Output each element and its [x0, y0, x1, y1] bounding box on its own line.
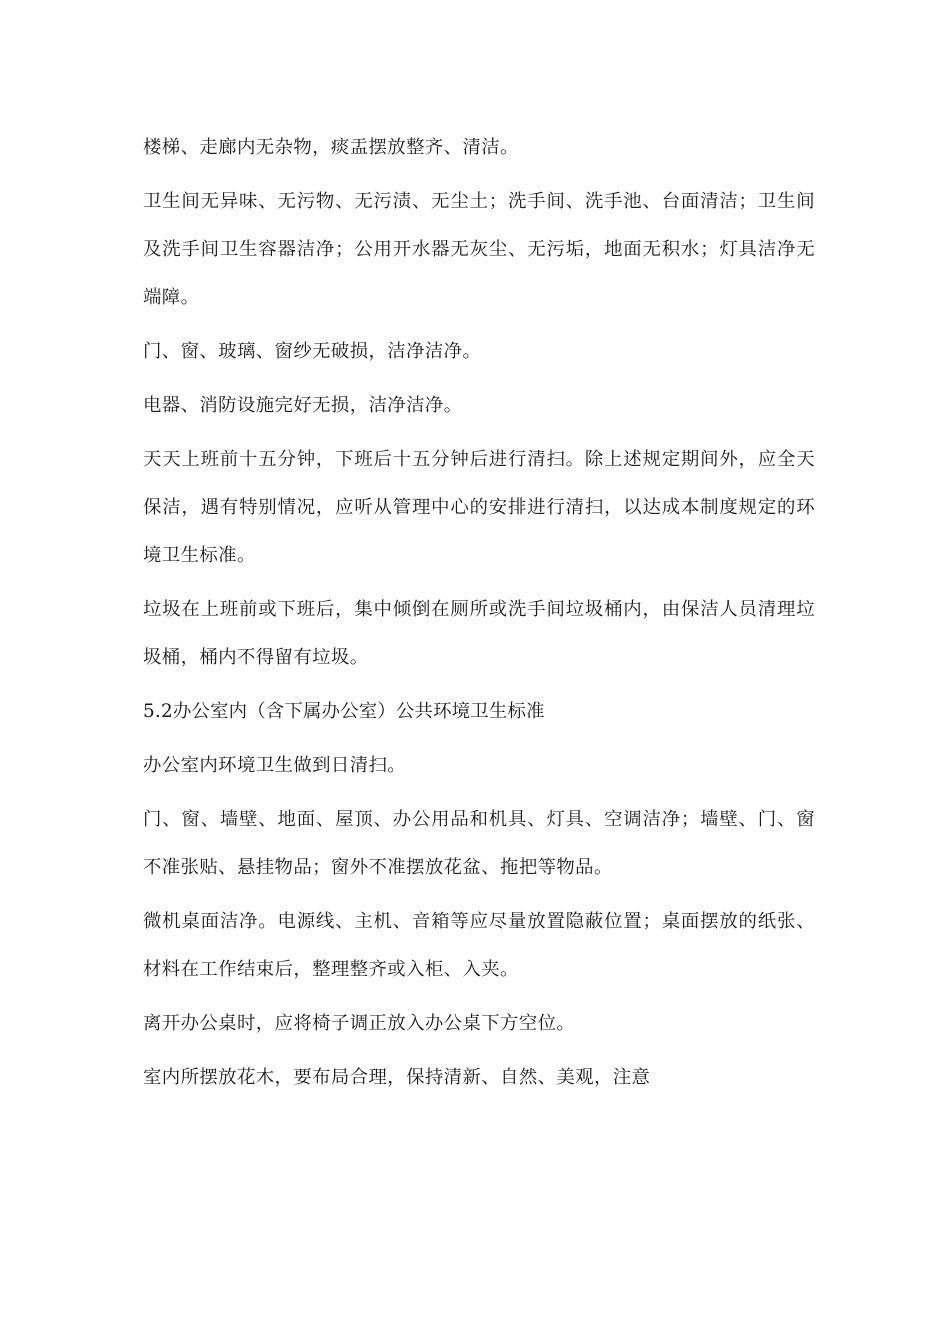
paragraph-restroom-standard: 卫生间无异味、无污物、无污渍、无尘土；洗手间、洗手池、台面清洁；卫生间及洗手间卫生容器洁净；公用开水器无灰尘、无污垢，地面无积水；灯具洁净无端障。	[143, 191, 815, 308]
paragraph-stairs-corridor: 楼梯、走廊内无杂物，痰盂摆放整齐、清洁。	[143, 137, 519, 158]
section-heading-5-2: 5.2办公室内（含下属办公室）公共环境卫生标准	[143, 701, 545, 722]
paragraph-daily-cleaning: 天天上班前十五分钟，下班后十五分钟后进行清扫。除上述规定期间外，应全天保洁，遇有特别情况，应听从管理中心的安排进行清扫，以达成本制度规定的环境卫生标准。	[143, 449, 815, 566]
paragraph-chair: 离开办公桌时，应将椅子调正放入办公桌下方空位。	[143, 1013, 576, 1034]
document-body	[143, 124, 815, 1108]
paragraph-plants: 室内所摆放花木，要布局合理，保持清新、自然、美观，注意	[143, 1067, 651, 1088]
paragraph-electrical-fire: 电器、消防设施完好无损，洁净洁净。	[143, 395, 463, 416]
paragraph-computer-desk: 微机桌面洁净。电源线、主机、音箱等应尽量放置隐蔽位置；桌面摆放的纸张、材料在工作结束后，整理整齐或入柜、入夹。	[143, 911, 815, 980]
paragraph-garbage: 垃圾在上班前或下班后，集中倾倒在厕所或洗手间垃圾桶内，由保洁人员清理垃圾桶，桶内不得留有垃圾。	[143, 599, 815, 668]
paragraph-office-daily: 办公室内环境卫生做到日清扫。	[143, 755, 407, 776]
paragraph-office-surfaces: 门、窗、墙壁、地面、屋顶、办公用品和机具、灯具、空调洁净；墙壁、门、窗不准张贴、悬挂物品；窗外不准摆放花盆、拖把等物品。	[143, 809, 815, 878]
paragraph-doors-windows: 门、窗、玻璃、窗纱无破损，洁净洁净。	[143, 341, 482, 362]
